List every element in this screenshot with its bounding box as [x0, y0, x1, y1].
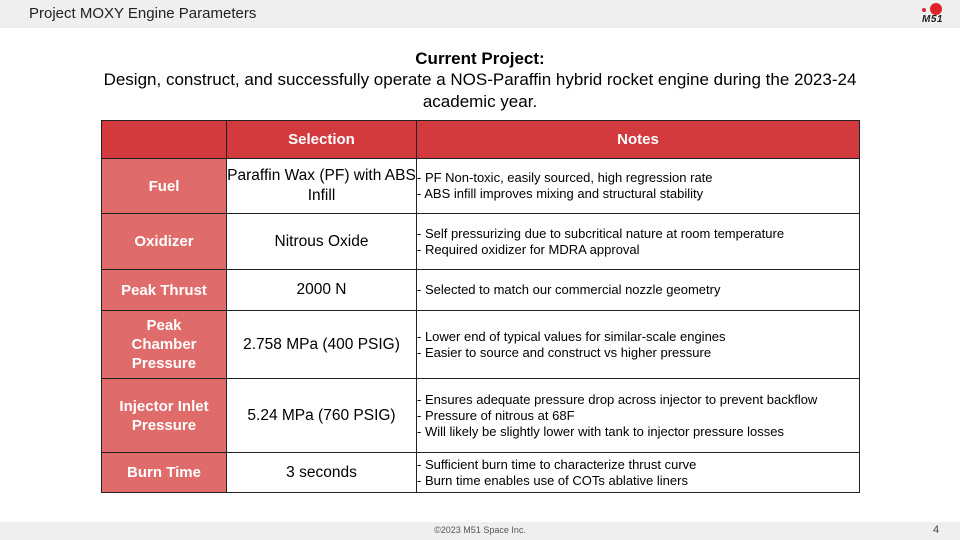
note-line: - Will likely be slightly lower with tank to injector pressure losses — [417, 423, 785, 439]
note-line: - Easier to source and construct vs higher pressure — [417, 344, 712, 360]
selection-cell: Paraffin Wax (PF) with ABS Infill — [227, 159, 417, 214]
row-header-burn-time: Burn Time — [102, 453, 227, 493]
slide-title: Project MOXY Engine Parameters — [29, 5, 257, 22]
note-line: - Burn time enables use of COTs ablative liners — [417, 472, 688, 488]
column-header-selection: Selection — [227, 121, 417, 159]
row-header-peak-thrust: Peak Thrust — [102, 270, 227, 311]
note-line: - Sufficient burn time to characterize thrust curve — [417, 456, 697, 472]
footer-copyright: ©2023 M51 Space Inc. — [434, 525, 526, 535]
selection-cell: 2000 N — [227, 270, 417, 311]
selection-cell: 2.758 MPa (400 PSIG) — [227, 311, 417, 379]
table-row — [102, 379, 860, 453]
selection-cell: 5.24 MPa (760 PSIG) — [227, 379, 417, 453]
logo-text: M51 — [922, 14, 943, 25]
notes-cell — [417, 159, 860, 214]
notes-cell — [417, 270, 860, 311]
page-heading: Current Project: — [415, 49, 545, 68]
note-line: - Selected to match our commercial nozzle geometry — [417, 282, 721, 297]
note-line: - PF Non-toxic, easily sourced, high regression rate — [417, 170, 713, 185]
table-row — [102, 270, 860, 311]
column-header-parameter — [102, 121, 227, 159]
row-header-oxidizer: Oxidizer — [102, 214, 227, 270]
note-line: - Required oxidizer for MDRA approval — [417, 241, 640, 257]
row-header-injector-inlet-pressure: Injector Inlet Pressure — [102, 379, 227, 453]
page-subheading: Design, construct, and successfully operate a NOS-Paraffin hybrid rocket engine during the 2023-24 academic year. — [103, 70, 857, 111]
row-header-peak-chamber-pressure: Peak Chamber Pressure — [102, 311, 227, 379]
note-line: - ABS infill improves mixing and structural stability — [417, 186, 704, 201]
column-header-notes: Notes — [417, 121, 860, 159]
table-row — [102, 311, 860, 379]
page-number: 4 — [933, 524, 940, 536]
logo-small-dot — [922, 8, 926, 12]
notes-cell — [417, 379, 860, 453]
notes-cell — [417, 214, 860, 270]
table-row — [102, 159, 860, 214]
table-row — [102, 453, 860, 493]
table-row — [102, 214, 860, 270]
selection-cell: Nitrous Oxide — [227, 214, 417, 270]
m51-logo-icon — [918, 3, 952, 27]
note-line: - Self pressurizing due to subcritical nature at room temperature — [417, 225, 785, 241]
selection-cell: 3 seconds — [227, 453, 417, 493]
parameters-table — [101, 120, 860, 493]
table-header-row — [102, 121, 860, 159]
notes-cell — [417, 453, 860, 493]
notes-cell — [417, 311, 860, 379]
note-line: - Lower end of typical values for similar-scale engines — [417, 328, 726, 344]
row-header-fuel: Fuel — [102, 159, 227, 214]
note-line: - Pressure of nitrous at 68F — [417, 407, 575, 423]
note-line: - Ensures adequate pressure drop across injector to prevent backflow — [417, 391, 818, 407]
